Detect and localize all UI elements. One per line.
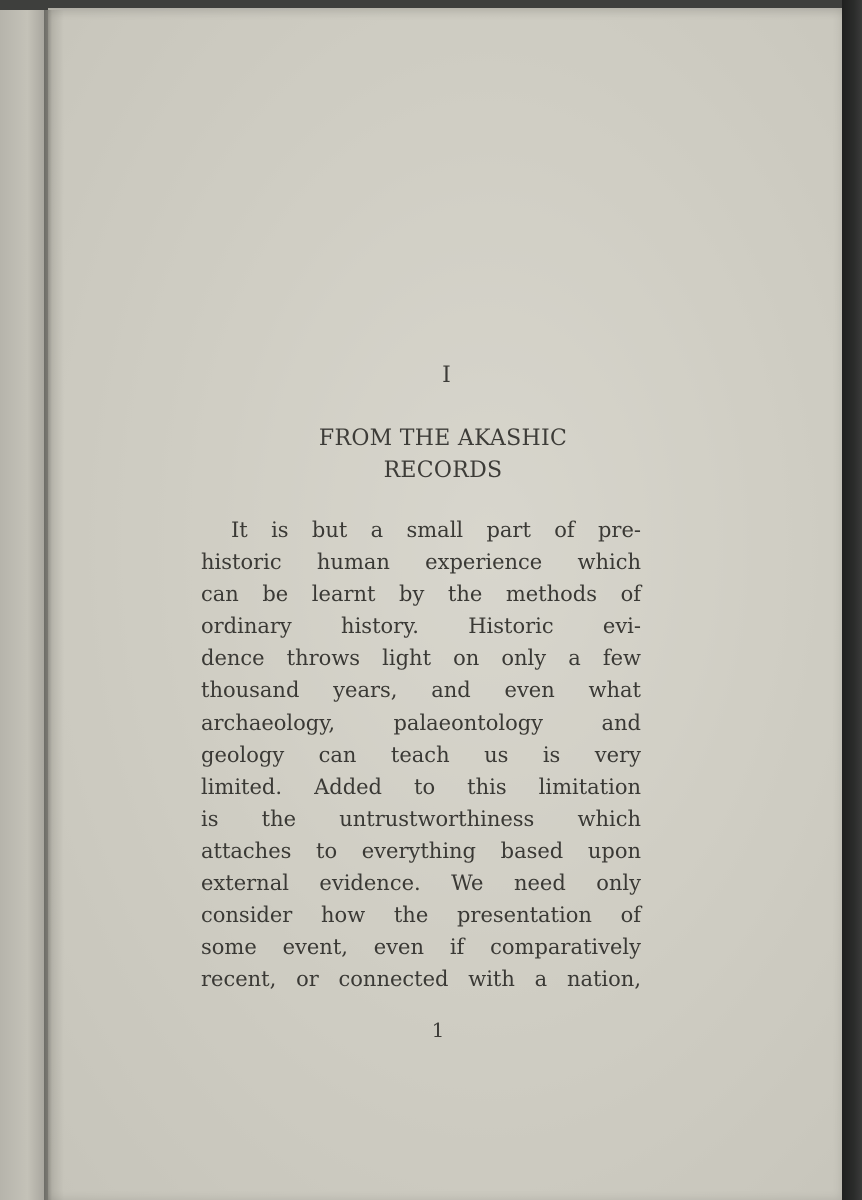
text-line: It is but a small part of pre-	[231, 518, 641, 542]
body-paragraph	[201, 514, 641, 995]
text-line: attaches to everything based upon	[201, 838, 641, 863]
chapter-title	[208, 423, 678, 487]
text-line: geology can teach us is very	[201, 742, 641, 767]
page-number: 1	[431, 1018, 445, 1042]
text-line: consider how the presentation of	[201, 903, 641, 928]
text-line: thousand years, and even what	[201, 678, 641, 703]
text-line: archaeology, palaeontology and	[201, 710, 641, 735]
previous-page-leaf	[0, 10, 50, 1200]
text-line: historic human experience which	[201, 550, 641, 575]
book-gutter-shadow	[44, 10, 64, 1200]
text-line: dence throws light on only a few	[201, 646, 641, 671]
text-line: external evidence. We need only	[201, 871, 641, 896]
text-line: is the untrustworthiness which	[201, 806, 641, 831]
text-line: limited. Added to this limitation	[201, 774, 641, 799]
chapter-number: I	[442, 363, 452, 388]
chapter-title-line: RECORDS	[383, 458, 503, 483]
book-page	[48, 8, 848, 1200]
text-line: can be learnt by the methods of	[201, 582, 641, 607]
text-line: ordinary history. Historic evi-	[201, 614, 641, 639]
text-line: some event, even if comparatively	[201, 935, 641, 960]
text-line: recent, or connected with a nation,	[201, 967, 641, 992]
book-cover-right-edge	[842, 0, 862, 1200]
chapter-title-line: FROM THE AKASHIC	[318, 426, 568, 451]
